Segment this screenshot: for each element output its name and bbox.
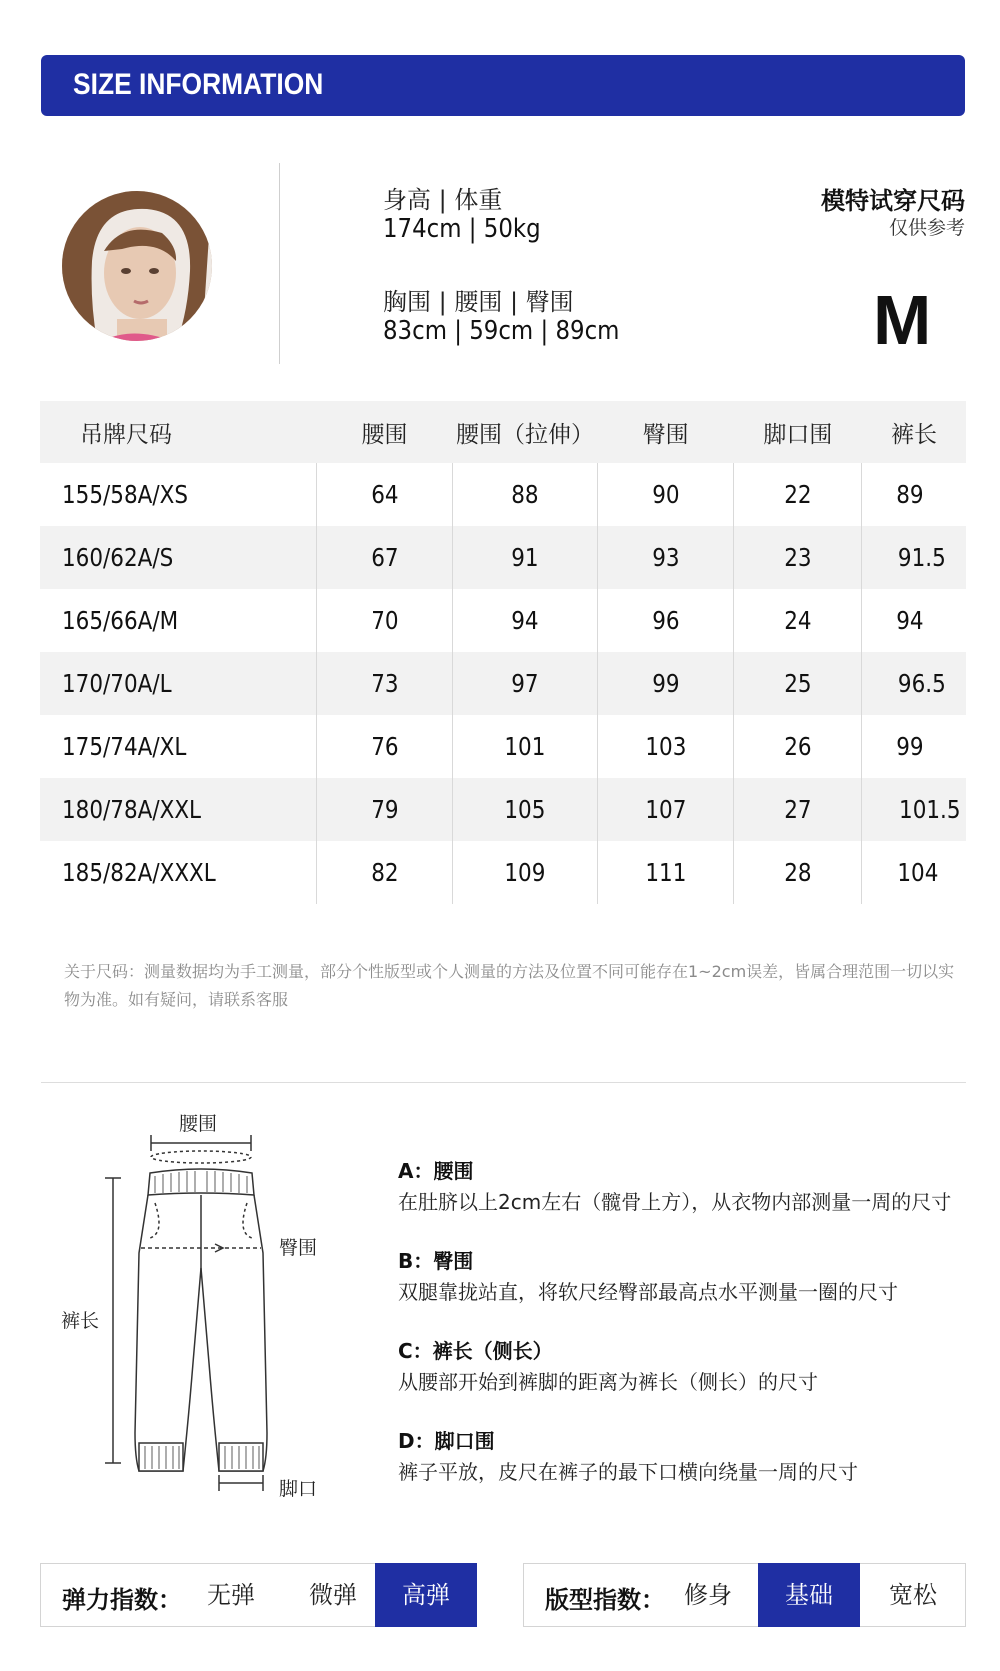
- size-cell-value: [862, 589, 966, 652]
- size-cell-value: [734, 589, 862, 652]
- size-cell-value: [598, 526, 734, 589]
- cell-text: 104: [897, 858, 939, 887]
- size-note: 关于尺码：测量数据均为手工测量，部分个性版型或个人测量的方法及位置不同可能存在1~2cm误差，皆属合理范围一切以实物为准。如有疑问，请联系客服: [64, 962, 955, 1009]
- size-cell-value: [317, 589, 453, 652]
- fit-label: 版型指数：: [545, 1586, 665, 1614]
- size-cell-value: [862, 841, 966, 904]
- cell-text: 160/62A/S: [62, 543, 174, 572]
- measure-a-title: A：腰围: [398, 1159, 474, 1183]
- model-avatar: [62, 191, 212, 341]
- size-cell-value: [317, 526, 453, 589]
- cell-text: 67: [370, 543, 399, 572]
- cell-text: 88: [511, 480, 539, 509]
- cell-text: 82: [370, 858, 399, 887]
- size-cell-value: [862, 526, 966, 589]
- height-weight-label: 身高 | 体重: [383, 186, 503, 214]
- cell-text: 109: [504, 858, 546, 887]
- size-cell-value: [452, 526, 597, 589]
- table-row: [40, 715, 966, 778]
- cell-text: 76: [370, 732, 399, 761]
- size-cell-value: [734, 463, 862, 526]
- size-cell-tag: [40, 589, 317, 652]
- cell-text: 22: [784, 480, 812, 509]
- section-divider: [41, 1082, 966, 1083]
- fit-option-slim[interactable]: 修身: [684, 1581, 732, 1609]
- table-row: [40, 778, 966, 841]
- cell-text: 93: [651, 543, 680, 572]
- size-info-banner: [41, 55, 965, 116]
- cell-text: 99: [896, 732, 925, 761]
- cell-text: 26: [784, 732, 812, 761]
- measure-b-title: B：臀围: [398, 1249, 474, 1273]
- size-cell-value: [452, 463, 597, 526]
- size-cell-value: [452, 841, 597, 904]
- pants-diagram: [55, 1113, 345, 1508]
- table-header-row: [40, 401, 966, 463]
- trial-size-value: M: [873, 281, 932, 359]
- cell-text: 90: [651, 480, 680, 509]
- size-cell-value: [317, 778, 453, 841]
- size-cell-value: [598, 652, 734, 715]
- size-cell-value: [734, 841, 862, 904]
- elasticity-option-slight[interactable]: 微弹: [309, 1581, 357, 1609]
- cell-text: 96: [651, 606, 680, 635]
- height-weight-value: 174cm | 50kg: [383, 214, 541, 244]
- cell-text: 170/70A/L: [62, 669, 172, 698]
- size-cell-value: [452, 778, 597, 841]
- cell-text: 175/74A/XL: [62, 732, 187, 761]
- cell-text: 73: [370, 669, 399, 698]
- diagram-hip-label: 臀围: [279, 1237, 318, 1259]
- cell-text: 91: [511, 543, 539, 572]
- table-row: [40, 652, 966, 715]
- cell-text: 70: [370, 606, 399, 635]
- size-cell-tag: [40, 526, 317, 589]
- measure-a-desc: 在肚脐以上2cm左右（髋骨上方），从衣物内部测量一周的尺寸: [398, 1190, 952, 1214]
- size-cell-value: [862, 715, 966, 778]
- cell-text: 25: [784, 669, 812, 698]
- size-cell-value: [862, 463, 966, 526]
- size-cell-value: [862, 652, 966, 715]
- size-cell-value: [734, 652, 862, 715]
- cell-text: 99: [651, 669, 680, 698]
- measure-c-desc: 从腰部开始到裤脚的距离为裤长（侧长）的尺寸: [398, 1370, 818, 1394]
- fit-option-regular[interactable]: 基础: [758, 1563, 860, 1627]
- cell-text: 64: [370, 480, 399, 509]
- table-row: [40, 589, 966, 652]
- size-cell-value: [734, 715, 862, 778]
- size-cell-value: [317, 715, 453, 778]
- cell-text: 28: [784, 858, 812, 887]
- body-measure-label: 胸围 | 腰围 | 臀围: [383, 288, 574, 316]
- size-cell-value: [598, 778, 734, 841]
- cell-text: 96.5: [898, 669, 947, 698]
- header-hip: 臀围: [598, 401, 734, 463]
- diagram-cuff-label: 脚口: [279, 1478, 318, 1500]
- size-cell-tag: [40, 841, 317, 904]
- cell-text: 91.5: [898, 543, 947, 572]
- header-tag-size: 吊牌尺码: [40, 401, 317, 463]
- size-cell-value: [598, 589, 734, 652]
- size-cell-tag: [40, 652, 317, 715]
- body-measure-value: 83cm | 59cm | 89cm: [383, 316, 620, 346]
- fit-index: [523, 1563, 966, 1627]
- size-cell-value: [598, 463, 734, 526]
- cell-text: 79: [370, 795, 399, 824]
- cell-text: 23: [784, 543, 812, 572]
- size-cell-value: [598, 841, 734, 904]
- size-cell-value: [317, 841, 453, 904]
- measure-b-desc: 双腿靠拢站直，将软尺经臀部最高点水平测量一圈的尺寸: [398, 1280, 898, 1304]
- cell-text: 105: [504, 795, 546, 824]
- cell-text: 94: [896, 606, 925, 635]
- size-cell-value: [317, 463, 453, 526]
- size-cell-value: [734, 526, 862, 589]
- model-portrait-icon: [62, 191, 212, 341]
- header-waist: 腰围: [317, 401, 453, 463]
- trial-size-title: 模特试穿尺码: [821, 187, 965, 215]
- size-cell-value: [862, 778, 966, 841]
- elasticity-option-high[interactable]: 高弹: [375, 1563, 477, 1627]
- table-row: [40, 463, 966, 526]
- cell-text: 111: [645, 858, 687, 887]
- fit-option-loose[interactable]: 宽松: [889, 1581, 937, 1609]
- diagram-waist-label: 腰围: [179, 1113, 218, 1135]
- vertical-divider: [279, 163, 280, 364]
- header-cuff: 脚口围: [734, 401, 862, 463]
- measure-c-title: C：裤长（侧长）: [398, 1339, 553, 1363]
- cell-text: 94: [511, 606, 539, 635]
- cell-text: 165/66A/M: [62, 606, 179, 635]
- measure-d-desc: 裤子平放，皮尺在裤子的最下口横向绕量一周的尺寸: [398, 1460, 858, 1484]
- size-table: [40, 401, 966, 904]
- banner-title: SIZE INFORMATION: [73, 68, 324, 101]
- size-cell-tag: [40, 715, 317, 778]
- cell-text: 185/82A/XXXL: [62, 858, 216, 887]
- cell-text: 97: [511, 669, 539, 698]
- cell-text: 89: [896, 480, 925, 509]
- cell-text: 107: [645, 795, 687, 824]
- size-cell-tag: [40, 463, 317, 526]
- size-cell-value: [452, 652, 597, 715]
- cell-text: 27: [784, 795, 812, 824]
- elasticity-index: [40, 1563, 477, 1627]
- size-cell-tag: [40, 778, 317, 841]
- cell-text: 155/58A/XS: [62, 480, 188, 509]
- elasticity-option-none[interactable]: 无弹: [207, 1581, 255, 1609]
- measure-d-title: D：脚口围: [398, 1429, 495, 1453]
- cell-text: 180/78A/XXL: [62, 795, 202, 824]
- cell-text: 24: [784, 606, 812, 635]
- cell-text: 103: [645, 732, 687, 761]
- cell-text: 101: [504, 732, 546, 761]
- size-cell-value: [317, 652, 453, 715]
- diagram-length-label: 裤长: [61, 1310, 100, 1332]
- size-cell-value: [734, 778, 862, 841]
- size-cell-value: [452, 715, 597, 778]
- trial-size-subtitle: 仅供参考: [888, 217, 965, 239]
- size-cell-value: [452, 589, 597, 652]
- header-waist-stretch: 腰围（拉伸）: [452, 401, 597, 463]
- header-length: 裤长: [862, 401, 966, 463]
- table-row: [40, 526, 966, 589]
- size-cell-value: [598, 715, 734, 778]
- cell-text: 101.5: [899, 795, 961, 824]
- elasticity-label: 弹力指数：: [62, 1586, 182, 1614]
- table-row: [40, 841, 966, 904]
